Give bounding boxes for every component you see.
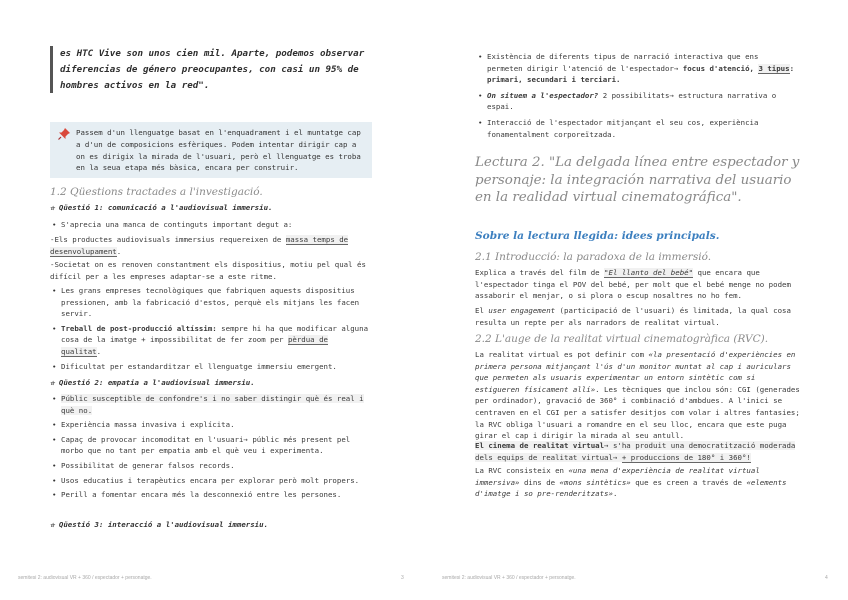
underlined-text: massa temps de desenvolupament [50, 235, 349, 256]
q2-list [50, 393, 372, 501]
list-item: • Públic susceptible de confondre's i no saber distingir què és real i què no. [50, 393, 372, 416]
question-2-title: ☆ Qüestió 2: empatia a l'audiovisual immersiu. [50, 378, 255, 387]
list-item: • On situem a l'espectador? 2 possibilitats→ estructura narrativa o espai. [476, 90, 798, 113]
s22-paragraph-1: La realitat virtual es pot definir com «la presentació d'experiències en primera persona mitjançant l'ús d'un monitor muntat al cap i auriculars que permeten als usuaris experimentar un entorn sintètic com si estigueren físicament allí». Les tècniques que inclou són: CGI (generades per ordinador), gravació de 360° i combinació d'ambdues. A l'inici se centraven en el CGI per a satisfer desitjos com volar i altres fantasies; la RVC obliga l'usuari a romandre en el seu lloc, encara que este puga girar el cap i dirigir la mirada al seu antull. [475, 350, 800, 441]
reading-subtitle: Sobre la lectura llegida: idees principals. [475, 230, 720, 242]
s22-paragraph-2: El cinema de realitat virtual→ s'ha produit una democratització moderada dels equips de realitat virtual→ + produccions de 180° i 360°! [475, 441, 796, 462]
list-item: • Les grans empreses tecnològiques que fabriquen aquests dispositius pressionen, amb la fabricació d'estos, perquè els mitjans les facen servir. [50, 285, 372, 320]
text: . [116, 246, 122, 256]
blockquote: es HTC Vive son unos cien mil. Aparte, podemos observar diferencias de género preocupantes, con casi un 95% de hombres activos en la red". [50, 46, 380, 93]
q1-paragraph-2: -Societat on es renoven constantment els dispositius, motiu pel qual és difícil per a les empreses adaptar-se a este ritme. [50, 260, 366, 281]
section-2-2-title: 2.2 L'auge de la realitat virtual cinematogràfica (RVC). [475, 333, 769, 345]
callout-box [50, 122, 372, 178]
s21-paragraph-2: El user engagement (participació de l'usuari) és limitada, la qual cosa resulta un repte per als narradors de realitat virtual. [475, 306, 791, 327]
list-item: • Usos educatius i terapèutics encara per explorar però molt propers. [50, 475, 372, 487]
footer-text: semitesi 2: audiovisual VR + 360 / espectador + personatge. [442, 575, 576, 581]
section-2-1-title: 2.1 Introducció: la paradoxa de la immersió. [475, 251, 712, 263]
text: . [96, 346, 102, 356]
s22-paragraph-3: La RVC consisteix en «una mena d'experiència de realitat virtual immersiva» dins de «mons sintètics» que es creen a través de «elements d'imatge i so pre-renderitzats». [475, 466, 787, 499]
reading-title: Lectura 2. "La delgada línea entre espectador y personaje: la integración narrativa del usuario en la realidad virtual cinematográfica". [475, 155, 800, 206]
bold-text: Treball de post-producció altíssim: [61, 323, 217, 333]
list-item: • Possibilitat de generar falsos records. [50, 460, 372, 472]
text: -Els productes audiovisuals immersius requereixen de [50, 235, 286, 244]
underlined-text: pèrdua de qualitat [61, 335, 328, 356]
page-number: 4 [825, 575, 828, 581]
page-number: 3 [401, 575, 404, 581]
question-3-title: ☆ Qüestió 3: interacció a l'audiovisual immersiu. [50, 520, 269, 529]
section-title: 1.2 Qüestions tractades a l'investigació. [50, 186, 263, 198]
q1-list-a [50, 219, 372, 231]
footer-text: semitesi 2: audiovisual VR + 360 / espectador + personatge. [18, 575, 152, 581]
right-page [424, 0, 848, 600]
list-item [50, 323, 372, 358]
s21-paragraph-1: Explica a través del film de "El llanto del bebé" que encara que l'espectador tinga el POV del bebé, per molt que el bebé menge no podem assaborir el menjar, o si plora o escup nosaltres no ho fem. [475, 268, 791, 301]
list-item: • Existència de diferents tipus de narració interactiva que ens permeten dirigir l'atenció de l'espectador→ focus d'atenció, 3 tipus: primari, secundari i terciari. [476, 51, 798, 86]
list-item: • Experiència massa invasiva i explícita. [50, 419, 372, 431]
pushpin-icon [58, 128, 70, 140]
list-item: • Perill a fomentar encara més la desconnexió entre les persones. [50, 489, 372, 501]
callout-text: Passem d'un llenguatge basat en l'enquadrament i el muntatge cap a d'un de composicions esfèriques. Podem intentar dirigir cap a on es dirigix la mirada de l'usuari, però el llenguatge es troba en la seua etapa més bàsica, encara per construir. [76, 128, 361, 173]
interaction-list [476, 51, 798, 140]
list-item: • Dificultat per estandarditzar el llenguatge immersiu emergent. [50, 361, 372, 373]
list-item: • Interacció de l'espectador mitjançant el seu cos, experiència fonamentalment corporeïtzada. [476, 117, 798, 140]
text: sempre hi ha que modificar alguna cosa de la imatge + impossibilitat de fer zoom per [61, 323, 369, 345]
q1-paragraph-1 [50, 234, 370, 257]
list-item: • S'aprecia una manca de continguts important degut a: [50, 219, 372, 231]
q1-list-b [50, 285, 372, 372]
question-1-title: ☆ Qüestió 1: comunicació a l'audiovisual immersiu. [50, 203, 273, 212]
list-item: • Capaç de provocar incomoditat en l'usuari→ públic més present pel morbo que no tant per empatia amb el què veu i experimenta. [50, 434, 372, 457]
